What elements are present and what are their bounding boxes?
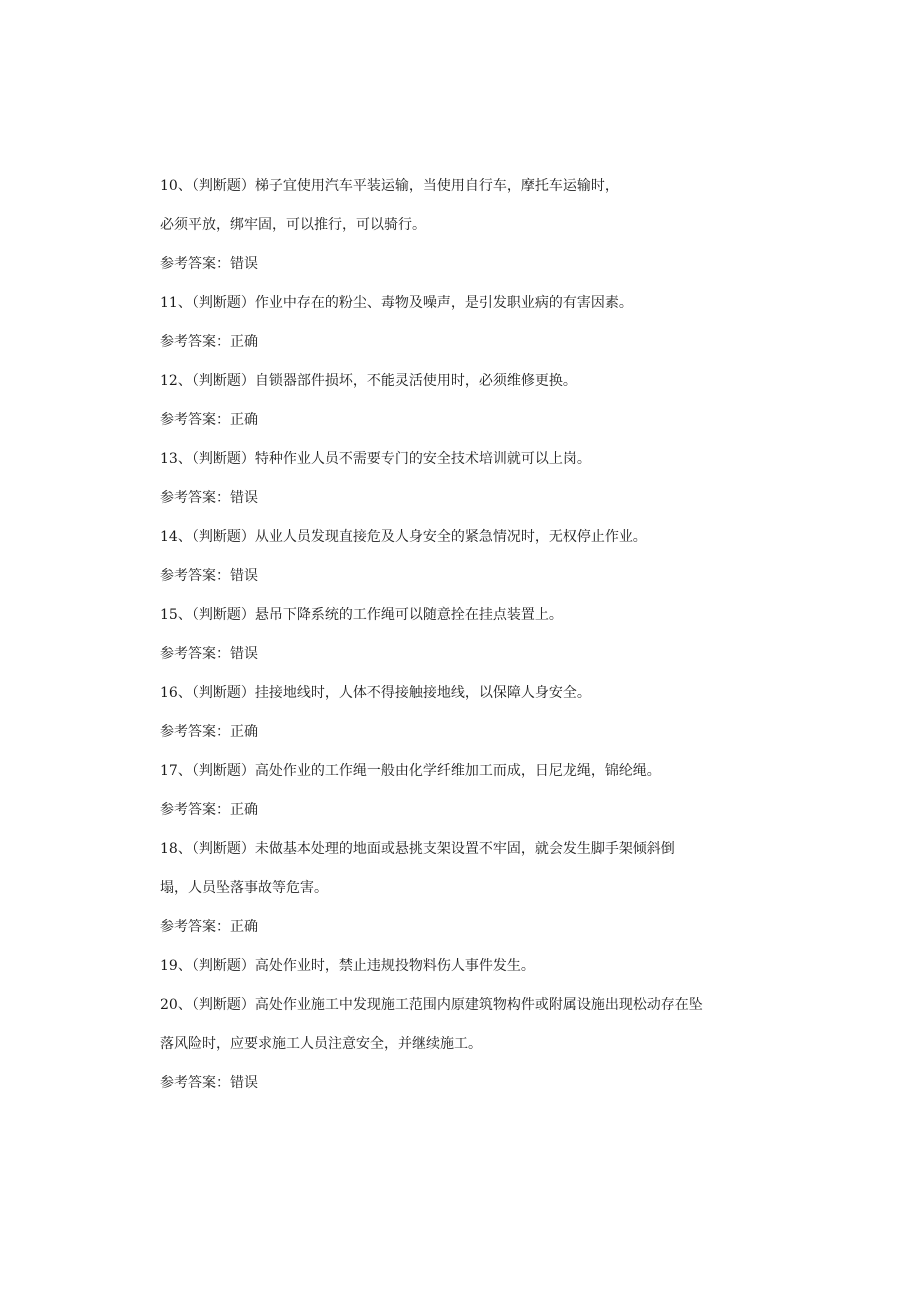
- question-text: 16、（判断题）挂接地线时，人体不得接触接地线，以保障人身安全。: [160, 685, 591, 701]
- question-text: 13、（判断题）特种作业人员不需要专门的安全技术培训就可以上岗。: [160, 451, 591, 467]
- question-text: 18、（判断题）未做基本处理的地面或悬挑支架设置不牢固，就会发生脚手架倾斜倒: [160, 841, 675, 857]
- answer-text: 参考答案：正确: [160, 412, 258, 428]
- answer-text: 参考答案：错误: [160, 256, 258, 272]
- answer-text: 参考答案：错误: [160, 490, 258, 506]
- answer-text: 参考答案：错误: [160, 646, 258, 662]
- question-text: 10、（判断题）梯子宜使用汽车平装运输，当使用自行车，摩托车运输时，: [160, 178, 619, 194]
- answer-text: 参考答案：正确: [160, 724, 258, 740]
- answer-text: 参考答案：正确: [160, 919, 258, 935]
- question-text: 17、（判断题）高处作业的工作绳一般由化学纤维加工而成，日尼龙绳，锦纶绳。: [160, 763, 661, 779]
- question-list: [160, 173, 780, 1109]
- question-text: 15、（判断题）悬吊下降系统的工作绳可以随意拴在挂点装置上。: [160, 607, 563, 623]
- answer-text: 参考答案：正确: [160, 802, 258, 818]
- question-text: 必须平放，绑牢固，可以推行，可以骑行。: [160, 217, 426, 233]
- answer-text: 参考答案：错误: [160, 568, 258, 584]
- question-text: 塌，人员坠落事故等危害。: [160, 880, 328, 896]
- question-text: 12、（判断题）自锁器部件损坏，不能灵活使用时，必须维修更换。: [160, 373, 577, 389]
- question-text: 14、（判断题）从业人员发现直接危及人身安全的紧急情况时，无权停止作业。: [160, 529, 647, 545]
- question-text: 20、（判断题）高处作业施工中发现施工范围内原建筑物构件或附属设施出现松动存在坠: [160, 997, 703, 1013]
- answer-text: 参考答案：错误: [160, 1075, 258, 1091]
- question-text: 落风险时，应要求施工人员注意安全，并继续施工。: [160, 1036, 482, 1052]
- question-text: 19、（判断题）高处作业时，禁止违规投物料伤人事件发生。: [160, 958, 535, 974]
- question-text: 11、（判断题）作业中存在的粉尘、毒物及噪声，是引发职业病的有害因素。: [160, 295, 633, 311]
- answer-text: 参考答案：正确: [160, 334, 258, 350]
